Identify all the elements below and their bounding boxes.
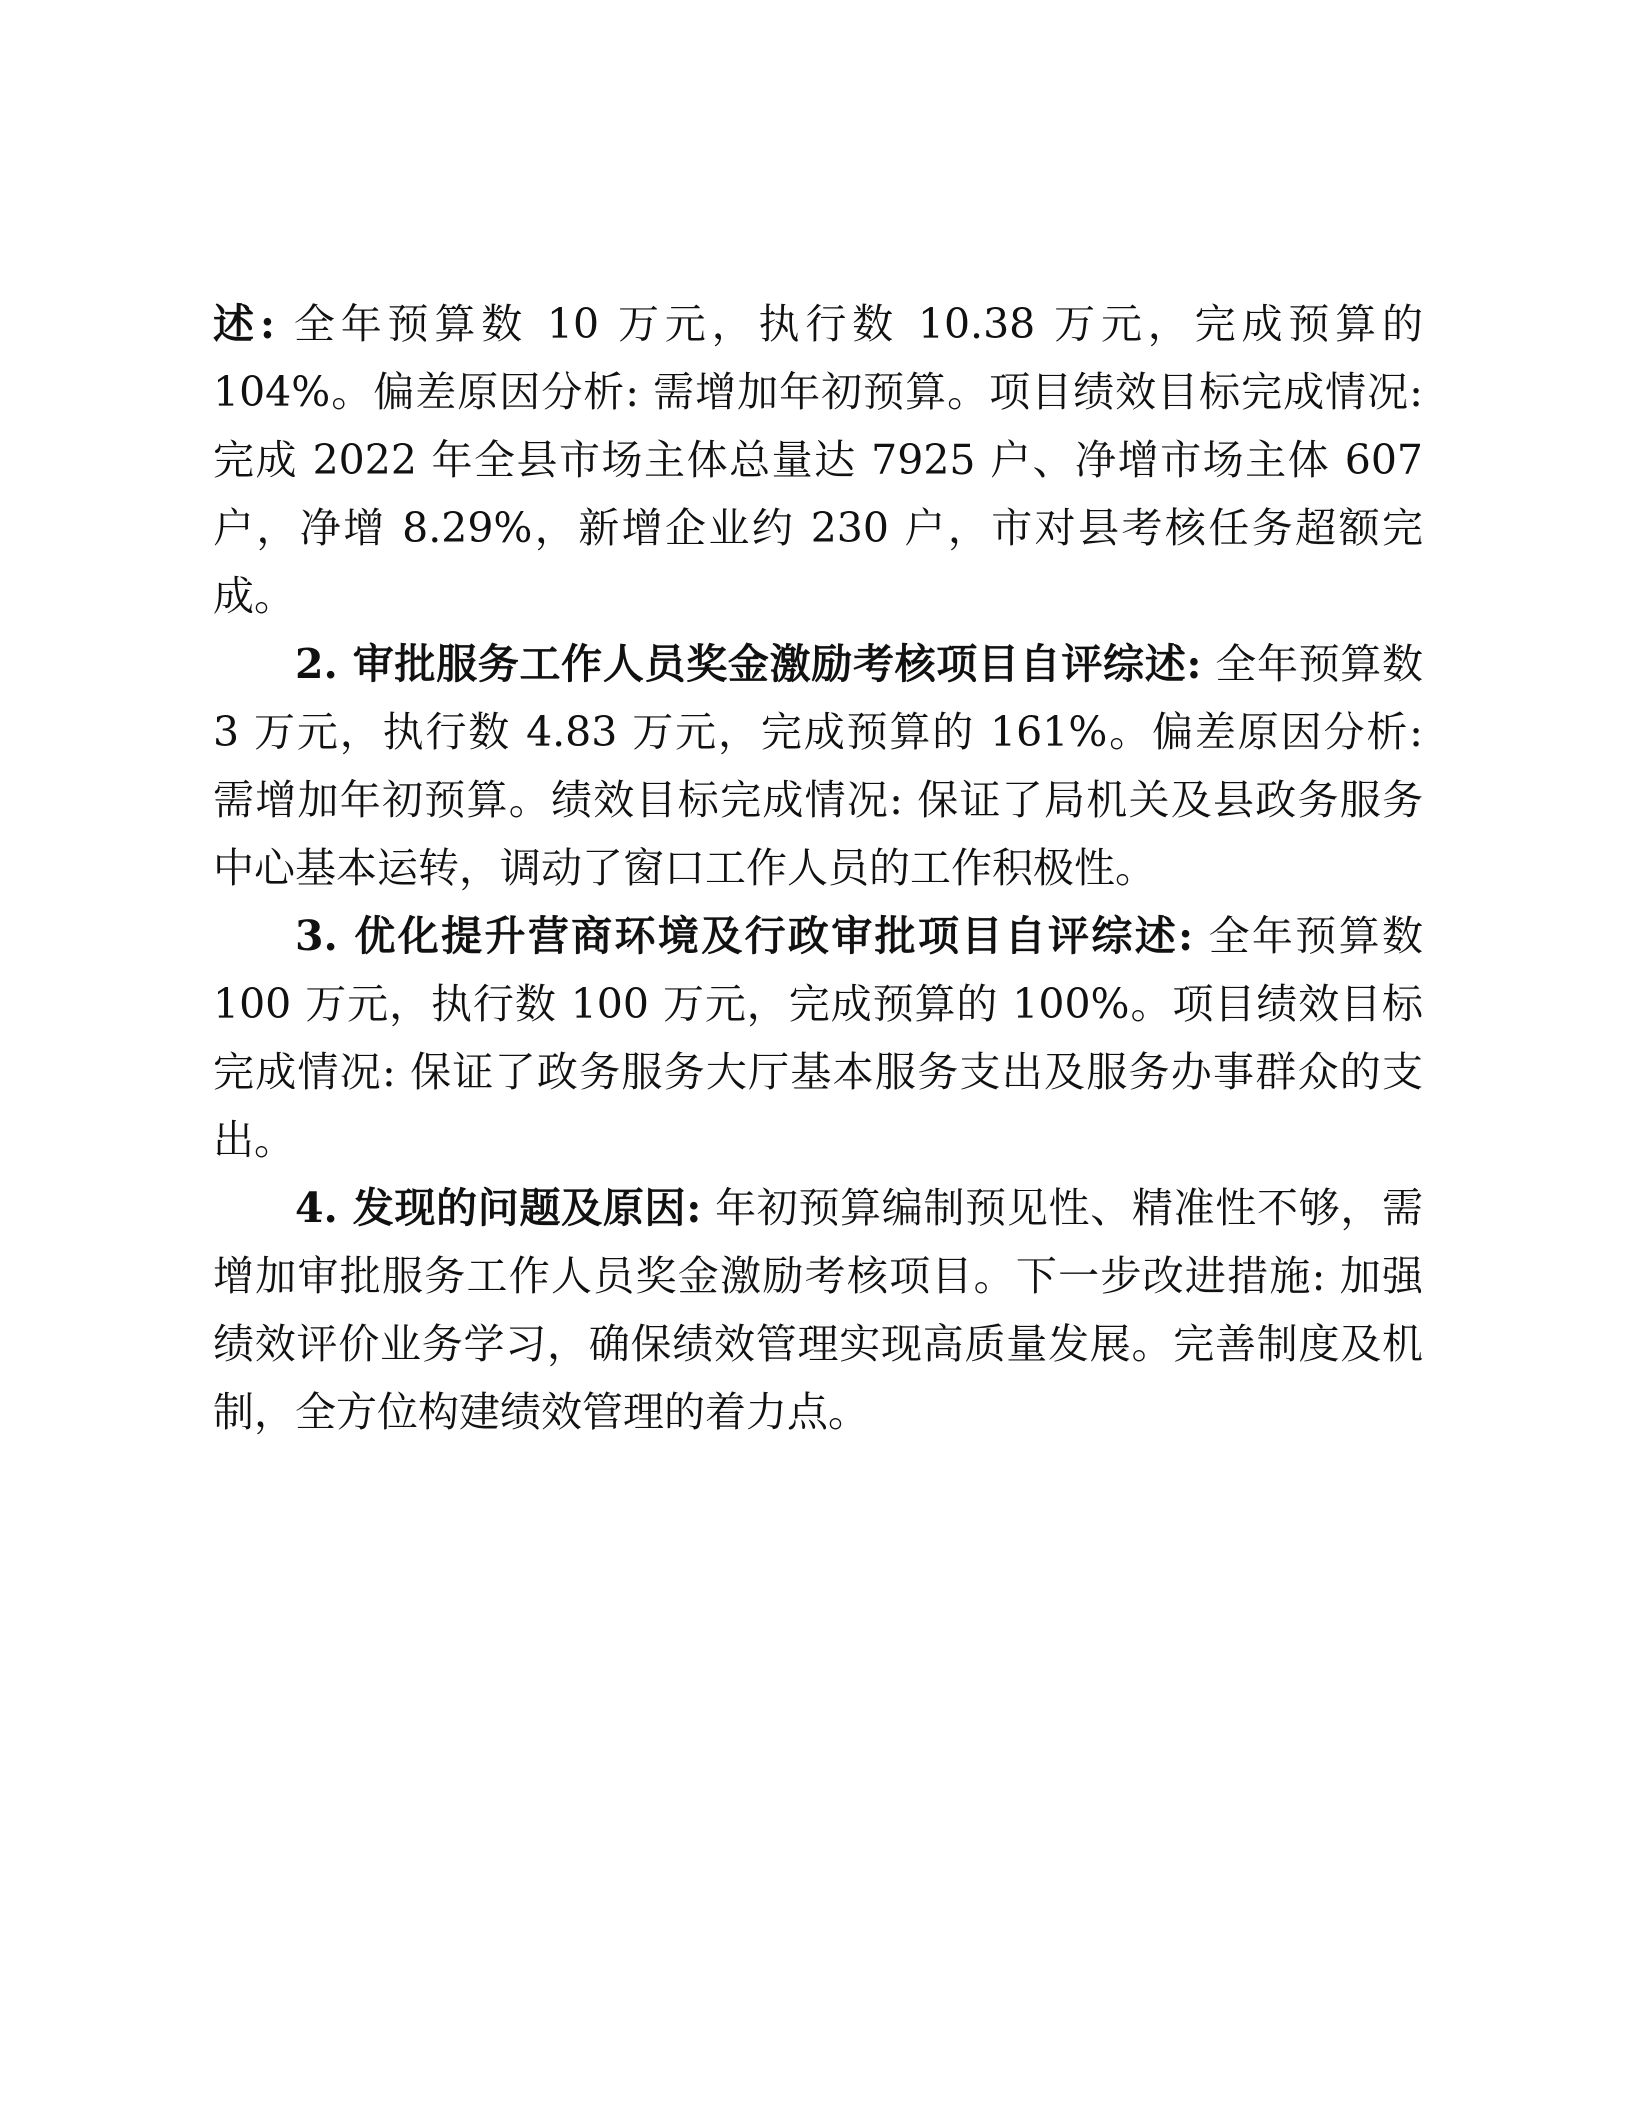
paragraph-text: 全年预算数 3 万元，执行数 4.83 万元，完成预算的 161%。偏差原因分析: 需增加年初预算。绩效目标完成情况: 保证了局机关及县政务服务中心基本运转，调动了窗口工作人员的工作积极性。 xyxy=(213,640,1423,892)
paragraph-item-4 xyxy=(213,1174,1423,1446)
paragraph-lead: 3. 优化提升营商环境及行政审批项目自评综述: xyxy=(295,912,1194,960)
document-body xyxy=(213,290,1423,1446)
paragraph-text: 全年预算数 10 万元，执行数 10.38 万元，完成预算的 104%。偏差原因分析: 需增加年初预算。项目绩效目标完成情况: 完成 2022 年全县市场主体总量达 7925 户、净增市场主体 607 户，净增 8.29%，新增企业约 230 户，市对县考核任务超额完成。 xyxy=(213,300,1423,620)
paragraph-item-3 xyxy=(213,902,1423,1174)
paragraph-continuation xyxy=(213,290,1423,630)
paragraph-item-2 xyxy=(213,630,1423,902)
paragraph-lead: 4. 发现的问题及原因: xyxy=(295,1184,702,1232)
paragraph-text: 年初预算编制预见性、精准性不够，需增加审批服务工作人员奖金激励考核项目。下一步改进措施: 加强绩效评价业务学习，确保绩效管理实现高质量发展。完善制度及机制，全方位构建绩效管理的着力点。 xyxy=(213,1184,1423,1436)
paragraph-lead: 述: xyxy=(213,300,275,348)
paragraph-lead: 2. 审批服务工作人员奖金激励考核项目自评综述: xyxy=(295,640,1202,688)
paragraph-text: 全年预算数 100 万元，执行数 100 万元，完成预算的 100%。项目绩效目标完成情况: 保证了政务服务大厅基本服务支出及服务办事群众的支出。 xyxy=(213,912,1423,1164)
